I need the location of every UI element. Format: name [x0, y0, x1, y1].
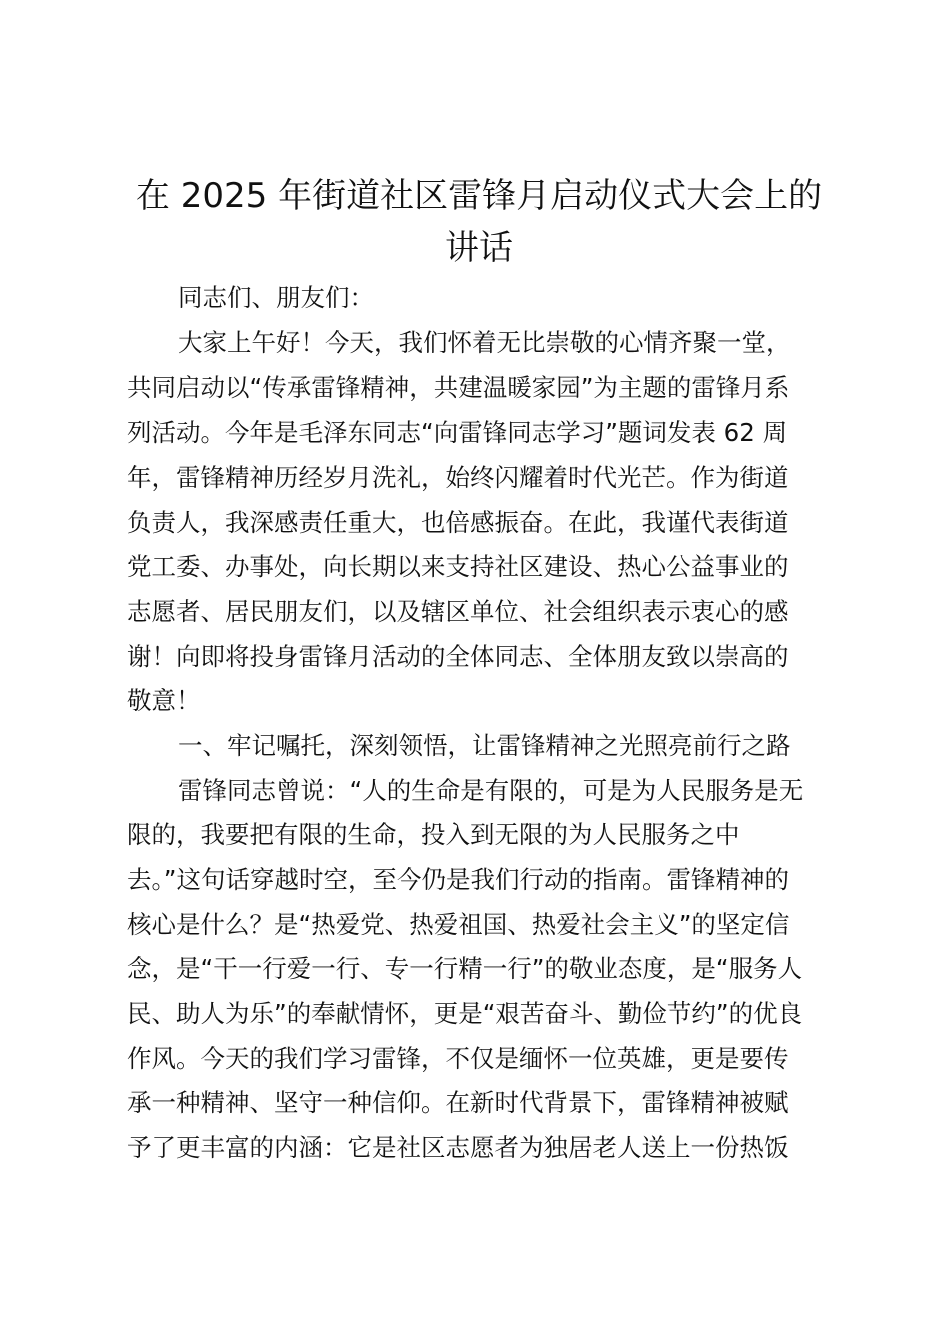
paragraph-2-line: 承一种精神、坚守一种信仰。在新时代背景下，雷锋精神被赋 [127, 1088, 789, 1117]
paragraph-1-line: 列活动。今年是毛泽东同志“向雷锋同志学习”题词发表 62 周 [127, 418, 788, 447]
paragraph-2-line: 民、助人为乐”的奉献情怀，更是“艰苦奋斗、勤俭节约”的优良 [127, 999, 803, 1028]
paragraph-2-line: 核心是什么？是“热爱党、热爱祖国、热爱社会主义”的坚定信 [127, 910, 790, 939]
salutation: 同志们、朋友们： [178, 283, 374, 312]
paragraph-2-line: 作风。今天的我们学习雷锋，不仅是缅怀一位英雄，更是要传 [127, 1044, 789, 1073]
document-title-line-2: 讲话 [445, 228, 513, 268]
paragraph-1-line: 谢！向即将投身雷锋月活动的全体同志、全体朋友致以崇高的 [127, 642, 789, 671]
paragraph-2-line: 去。”这句话穿越时空，至今仍是我们行动的指南。雷锋精神的 [127, 865, 789, 894]
paragraph-2-line: 予了更丰富的内涵：它是社区志愿者为独居老人送上一份热饭 [127, 1133, 789, 1162]
paragraph-1-line: 敬意！ [127, 686, 201, 715]
paragraph-1-line: 志愿者、居民朋友们，以及辖区单位、社会组织表示衷心的感 [127, 597, 789, 626]
paragraph-1-line: 党工委、办事处，向长期以来支持社区建设、热心公益事业的 [127, 552, 789, 581]
document-title-line-1: 在 2025 年街道社区雷锋月启动仪式大会上的 [135, 176, 823, 216]
section-1-heading: 一、牢记嘱托，深刻领悟，让雷锋精神之光照亮前行之路 [178, 731, 791, 760]
paragraph-2-line: 雷锋同志曾说：“人的生命是有限的，可是为人民服务是无 [178, 776, 804, 805]
paragraph-1-line: 年，雷锋精神历经岁月洗礼，始终闪耀着时代光芒。作为街道 [127, 463, 789, 492]
paragraph-2-line: 念，是“干一行爱一行、专一行精一行”的敬业态度，是“服务人 [127, 954, 803, 983]
paragraph-2-line: 限的，我要把有限的生命，投入到无限的为人民服务之中 [127, 820, 740, 849]
paragraph-1-line: 大家上午好！今天，我们怀着无比崇敬的心情齐聚一堂， [178, 328, 791, 357]
paragraph-1-line: 负责人，我深感责任重大，也倍感振奋。在此，我谨代表街道 [127, 508, 789, 537]
paragraph-1-line: 共同启动以“传承雷锋精神，共建温暖家园”为主题的雷锋月系 [127, 373, 790, 402]
